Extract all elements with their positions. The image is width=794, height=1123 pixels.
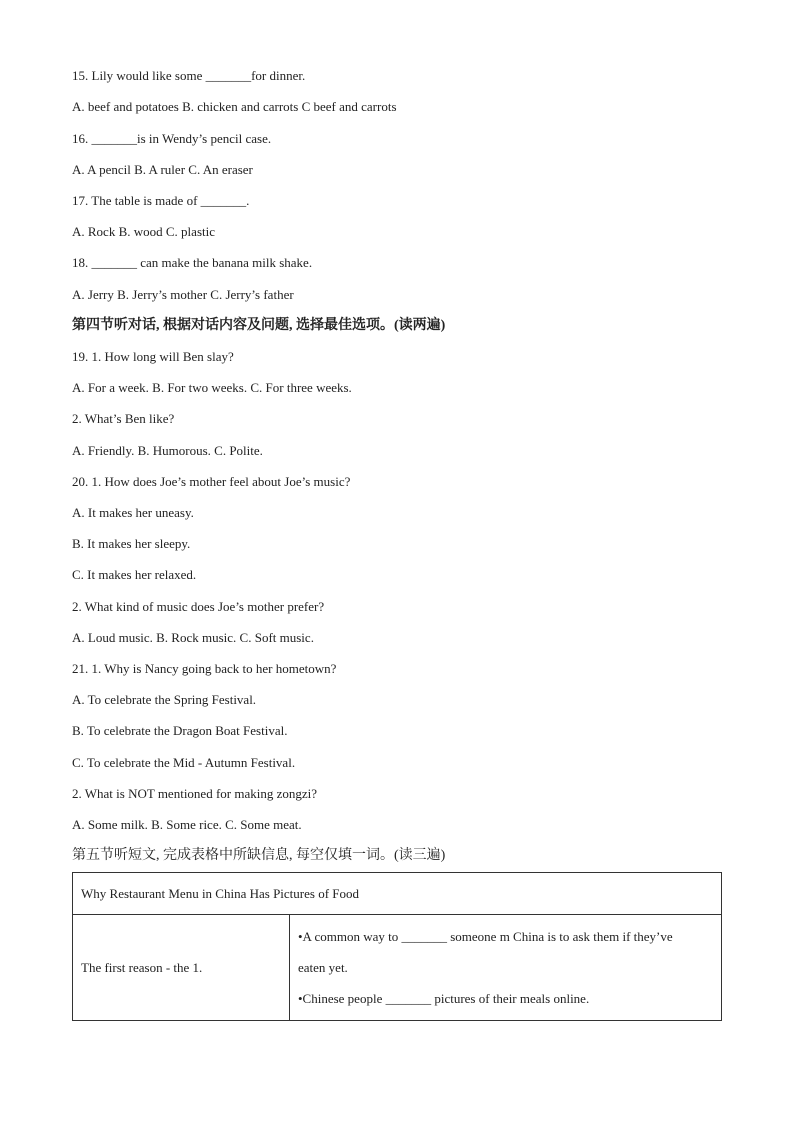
dialogue-21-q1-option-b: B. To celebrate the Dragon Boat Festival. (72, 723, 288, 738)
dialogue-19-q1-options: A. For a week. B. For two weeks. C. For three weeks. (72, 380, 352, 395)
dialogue-19-q1: 19. 1. How long will Ben slay? (72, 349, 234, 364)
dialogue-21-q2-options: A. Some milk. B. Some rice. C. Some meat. (72, 817, 302, 832)
dialogue-19-q2: 2. What’s Ben like? (72, 411, 175, 426)
bullet-2: •Chinese people _______ pictures of their meals online. (298, 991, 590, 1006)
bullet-1-line-1: •A common way to _______ someone m China is to ask them if they’ve (298, 929, 673, 944)
question-15: 15. Lily would like some _______for dinner. (72, 68, 306, 83)
dialogue-21-q2: 2. What is NOT mentioned for making zongzi? (72, 786, 318, 801)
dialogue-20-q1-option-a: A. It makes her uneasy. (72, 505, 194, 520)
question-17-options: A. Rock B. wood C. plastic (72, 224, 215, 239)
dialogue-21-q1: 21. 1. Why is Nancy going back to her hometown? (72, 661, 337, 676)
table-row-content (290, 915, 722, 1021)
question-17: 17. The table is made of _______. (72, 193, 250, 208)
dialogue-20-q2: 2. What kind of music does Joe’s mother prefer? (72, 599, 325, 614)
dialogue-20-q1: 20. 1. How does Joe’s mother feel about Joe’s music? (72, 474, 351, 489)
table-title-row (73, 873, 722, 915)
bullet-1-line-2: eaten yet. (298, 960, 348, 975)
table-row-label: The first reason - the 1. (73, 915, 290, 1021)
section-4-heading: 第四节听对话, 根据对话内容及问题, 选择最佳选项。(读两遍) (72, 318, 446, 333)
dialogue-21-q1-option-c: C. To celebrate the Mid - Autumn Festival. (72, 755, 296, 770)
dialogue-20-q1-option-b: B. It makes her sleepy. (72, 536, 191, 551)
dialogue-19-q2-options: A. Friendly. B. Humorous. C. Polite. (72, 443, 263, 458)
question-15-options: A. beef and potatoes B. chicken and carrots C beef and carrots (72, 99, 397, 114)
dialogue-20-q2-options: A. Loud music. B. Rock music. C. Soft music. (72, 630, 314, 645)
question-16: 16. _______is in Wendy’s pencil case. (72, 131, 272, 146)
info-table (72, 872, 722, 1021)
dialogue-20-q1-option-c: C. It makes her relaxed. (72, 567, 197, 582)
table-title: Why Restaurant Menu in China Has Pictures of Food (73, 873, 722, 915)
question-18: 18. _______ can make the banana milk shake. (72, 255, 313, 270)
section-5-heading: 第五节听短文, 完成表格中所缺信息, 每空仅填一词。(读三遍) (72, 848, 446, 863)
question-16-options: A. A pencil B. A ruler C. An eraser (72, 162, 253, 177)
table-row (73, 915, 722, 1021)
dialogue-21-q1-option-a: A. To celebrate the Spring Festival. (72, 692, 257, 707)
question-18-options: A. Jerry B. Jerry’s mother C. Jerry’s father (72, 287, 294, 302)
